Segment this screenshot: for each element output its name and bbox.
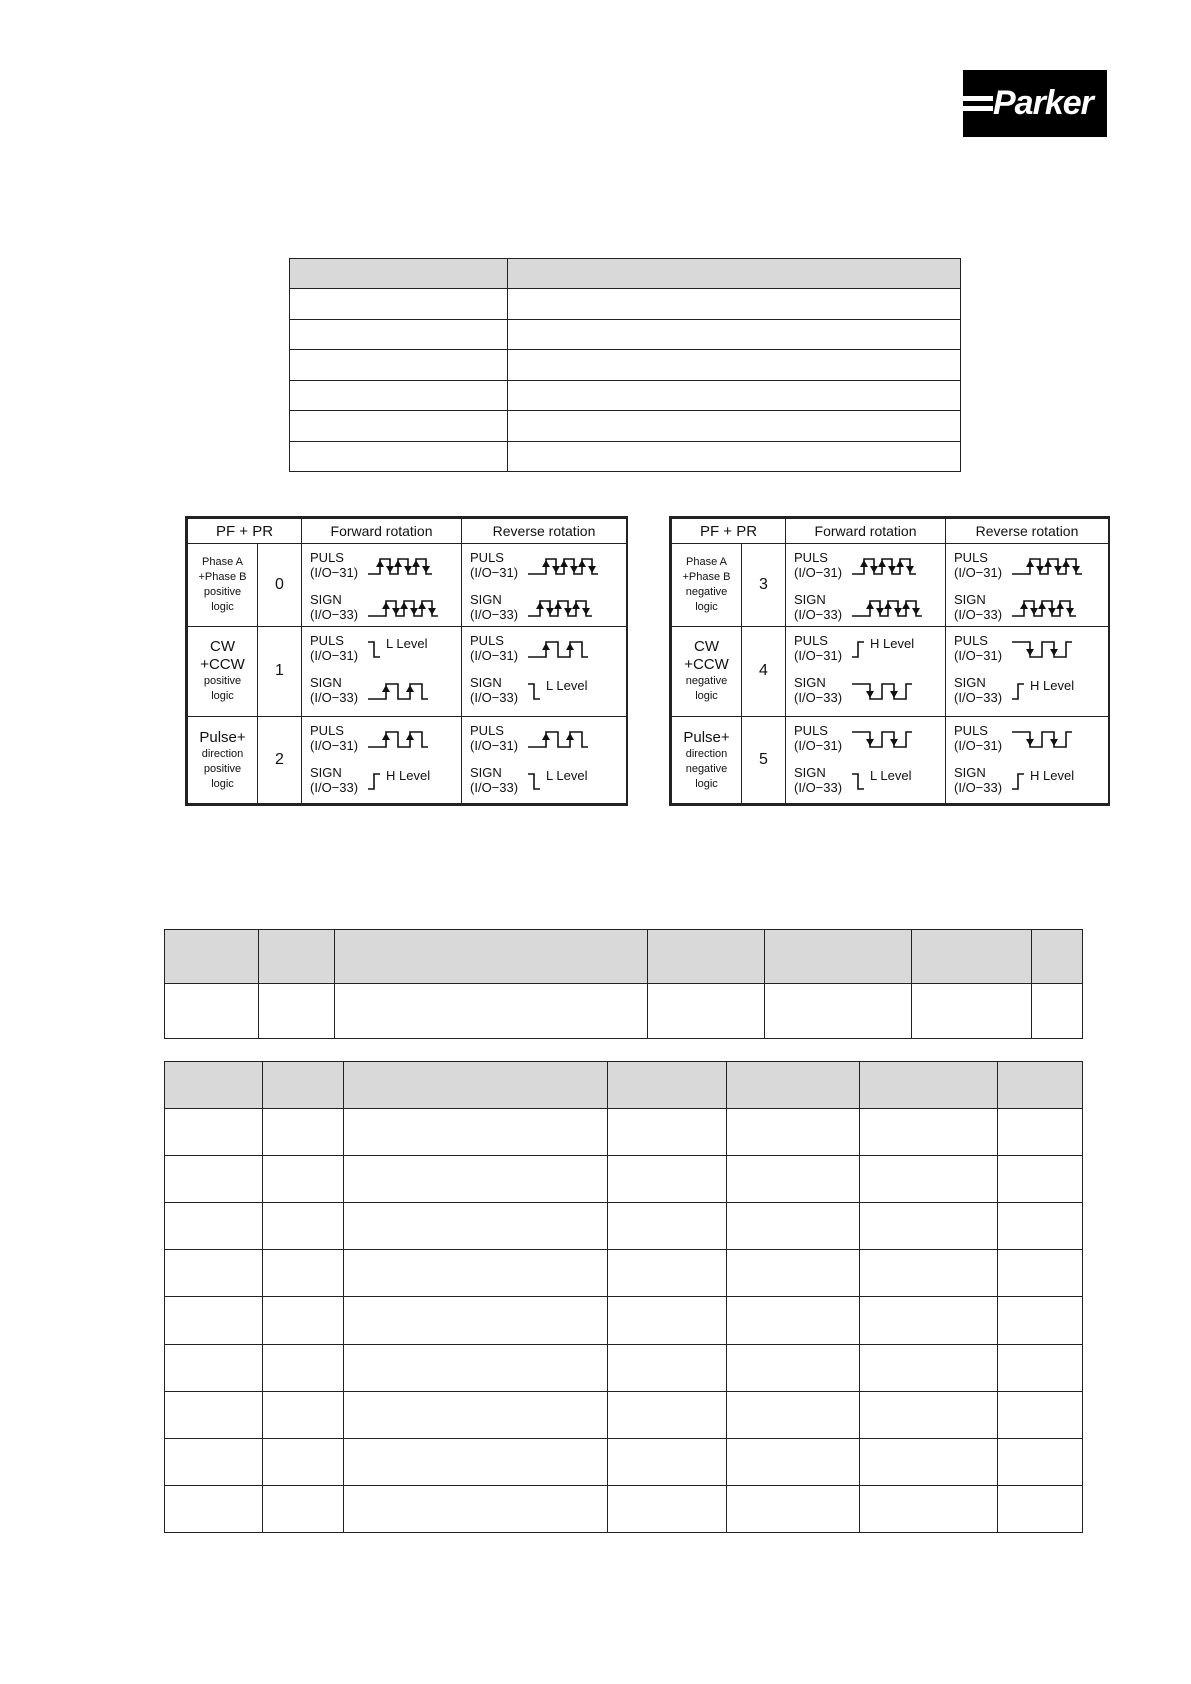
header-forward: Forward rotation [302, 519, 462, 544]
puls-label: PULS (I/O−31) [470, 550, 519, 580]
mode-number: 5 [742, 717, 786, 804]
signal-waveform [368, 598, 446, 620]
pulse-mode-diagram-positive [185, 516, 628, 806]
table-row [165, 1156, 1083, 1203]
forward-cell [786, 544, 946, 627]
level-label: H Level [386, 768, 431, 784]
signal-waveform [528, 598, 606, 620]
mode-label: Phase A +Phase B positive logic [188, 544, 258, 627]
forward-cell [302, 626, 462, 717]
puls-label: PULS (I/O−31) [954, 723, 1003, 754]
table-row [165, 1203, 1083, 1250]
table-row [165, 1297, 1083, 1344]
table-row [290, 259, 961, 289]
table-row [165, 1485, 1083, 1532]
mode-number: 0 [258, 544, 302, 627]
level-label: H Level [870, 635, 915, 651]
table-row [290, 411, 961, 441]
logo-text: Parker [993, 84, 1093, 122]
puls-label: PULS (I/O−31) [954, 632, 1003, 663]
header-reverse: Reverse rotation [462, 519, 627, 544]
signal-waveform [1012, 729, 1090, 751]
signal-waveform [528, 639, 606, 661]
mode-label: CW +CCW negative logic [672, 626, 742, 717]
mode-label: Phase A +Phase B negative logic [672, 544, 742, 627]
table-row [290, 350, 961, 380]
puls-label: PULS (I/O−31) [470, 632, 519, 663]
forward-cell [786, 717, 946, 804]
table-row [165, 1438, 1083, 1485]
mode-row [188, 626, 627, 717]
reverse-cell [946, 717, 1109, 804]
forward-cell [302, 544, 462, 627]
header-forward: Forward rotation [786, 519, 946, 544]
level-label: L Level [870, 768, 912, 784]
sign-label: SIGN (I/O−33) [954, 592, 1003, 622]
header-pf-pr: PF + PR [672, 519, 786, 544]
mode-row [188, 717, 627, 804]
reverse-cell [946, 544, 1109, 627]
puls-label: PULS (I/O−31) [470, 723, 519, 754]
mode-row [188, 544, 627, 627]
header-reverse: Reverse rotation [946, 519, 1109, 544]
mode-row [672, 544, 1109, 627]
puls-label: PULS (I/O−31) [954, 550, 1003, 580]
diagram-header-row [188, 519, 627, 544]
sign-label: SIGN (I/O−33) [310, 674, 359, 705]
table-row [165, 1062, 1083, 1109]
puls-label: PULS (I/O−31) [310, 632, 359, 663]
signal-waveform [1012, 598, 1090, 620]
signal-waveform [852, 729, 930, 751]
sign-label: SIGN (I/O−33) [954, 674, 1003, 705]
signal-waveform [1012, 639, 1090, 661]
header-pf-pr: PF + PR [188, 519, 302, 544]
mode-label: Pulse+ direction positive logic [188, 717, 258, 804]
parker-logo [963, 70, 1107, 137]
signal-waveform [528, 729, 606, 751]
sign-label: SIGN (I/O−33) [470, 592, 519, 622]
sign-label: SIGN (I/O−33) [954, 765, 1003, 796]
pulse-mode-diagram-negative [669, 516, 1110, 806]
table-row [165, 1250, 1083, 1297]
table-row [165, 1391, 1083, 1438]
mode-label: Pulse+ direction negative logic [672, 717, 742, 804]
logo-stripe [963, 96, 993, 101]
level-label: L Level [546, 677, 588, 693]
puls-label: PULS (I/O−31) [794, 632, 843, 663]
level-label: H Level [1030, 677, 1075, 693]
table-row [165, 1109, 1083, 1156]
signal-waveform [852, 556, 930, 578]
parameter-table-middle [164, 929, 1083, 1039]
mode-number: 3 [742, 544, 786, 627]
level-label: L Level [386, 635, 428, 651]
level-label: L Level [546, 768, 588, 784]
puls-label: PULS (I/O−31) [310, 723, 359, 754]
reverse-cell [946, 626, 1109, 717]
signal-waveform [368, 681, 446, 703]
mode-row [672, 717, 1109, 804]
table-row [290, 380, 961, 410]
puls-label: PULS (I/O−31) [794, 550, 843, 580]
mode-number: 4 [742, 626, 786, 717]
mode-number: 2 [258, 717, 302, 804]
reverse-cell [462, 717, 627, 804]
forward-cell [786, 626, 946, 717]
parameter-table-bottom [164, 1061, 1083, 1533]
puls-label: PULS (I/O−31) [794, 723, 843, 754]
mode-number: 1 [258, 626, 302, 717]
table-row [290, 289, 961, 319]
reverse-cell [462, 544, 627, 627]
sign-label: SIGN (I/O−33) [310, 592, 359, 622]
signal-waveform [368, 556, 446, 578]
sign-label: SIGN (I/O−33) [794, 765, 843, 796]
reverse-cell [462, 626, 627, 717]
table-row [290, 441, 961, 471]
signal-waveform [1012, 556, 1090, 578]
mode-label: CW +CCW positive logic [188, 626, 258, 717]
signal-waveform [852, 598, 930, 620]
table-row [165, 1344, 1083, 1391]
puls-label: PULS (I/O−31) [310, 550, 359, 580]
logo-stripe [963, 106, 993, 111]
parameter-table-top [289, 258, 961, 472]
forward-cell [302, 717, 462, 804]
table-row [290, 319, 961, 349]
sign-label: SIGN (I/O−33) [794, 674, 843, 705]
table-row [165, 930, 1083, 984]
signal-waveform [368, 729, 446, 751]
sign-label: SIGN (I/O−33) [470, 674, 519, 705]
table-row [165, 984, 1083, 1039]
sign-label: SIGN (I/O−33) [470, 765, 519, 796]
signal-waveform [852, 681, 930, 703]
mode-row [672, 626, 1109, 717]
sign-label: SIGN (I/O−33) [310, 765, 359, 796]
sign-label: SIGN (I/O−33) [794, 592, 843, 622]
signal-waveform [528, 556, 606, 578]
level-label: H Level [1030, 768, 1075, 784]
diagram-header-row [672, 519, 1109, 544]
